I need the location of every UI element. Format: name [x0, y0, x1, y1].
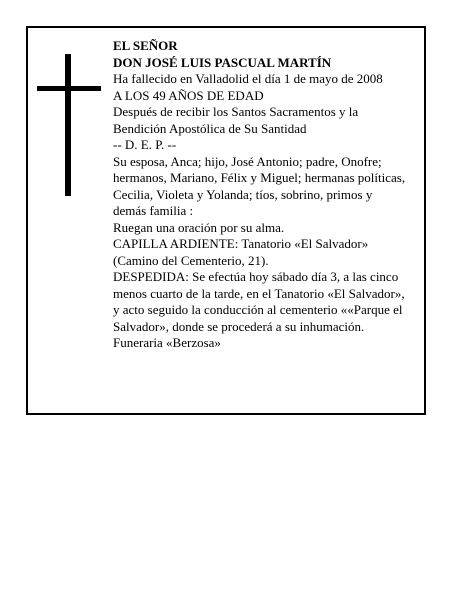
cross-vertical-bar — [65, 54, 71, 196]
funeral-home: Funeraria «Berzosa» — [113, 335, 221, 350]
family-line-4: demás familia : — [113, 203, 194, 218]
age-at-death: A LOS 49 AÑOS DE EDAD — [113, 87, 264, 103]
farewell-line-2: menos cuarto de la tarde, en el Tanatorio «El Salvador», — [113, 285, 405, 301]
rest-in-peace: -- D. E. P. -- — [113, 137, 177, 152]
chapel-line-2: (Camino del Cementerio, 21). — [113, 252, 269, 268]
chapel-line-1: CAPILLA ARDIENTE: Tanatorio «El Salvador» — [113, 236, 369, 251]
farewell-line-1: DESPEDIDA: Se efectúa hoy sábado día 3, a las cinco — [113, 269, 399, 284]
sacraments-line-2: Bendición Apostólica de Su Santidad — [113, 120, 307, 136]
latin-cross-icon — [37, 54, 101, 196]
cross-horizontal-bar — [37, 86, 101, 91]
death-info: Ha fallecido en Valladolid el día 1 de mayo de 2008 — [113, 71, 383, 86]
family-line-3: Cecilia, Violeta y Yolanda; tíos, sobrino, primos y — [113, 186, 373, 202]
family-line-1: Su esposa, Anca; hijo, José Antonio; padre, Onofre; — [113, 153, 382, 169]
sacraments-line-1: Después de recibir los Santos Sacramentos y la — [113, 104, 359, 119]
farewell-line-3: y acto seguido la conducción al cementerio ««Parque el — [113, 302, 403, 317]
farewell-line-4: Salvador», donde se procederá a su inhumación. — [113, 318, 365, 334]
notice-title: EL SEÑOR — [113, 38, 178, 53]
family-line-2: hermanos, Mariano, Félix y Miguel; hermanas políticas, — [113, 170, 406, 185]
prayer-request: Ruegan una oración por su alma. — [113, 219, 285, 235]
obituary-text — [113, 38, 425, 352]
deceased-name: DON JOSÉ LUIS PASCUAL MARTÍN — [113, 54, 332, 70]
